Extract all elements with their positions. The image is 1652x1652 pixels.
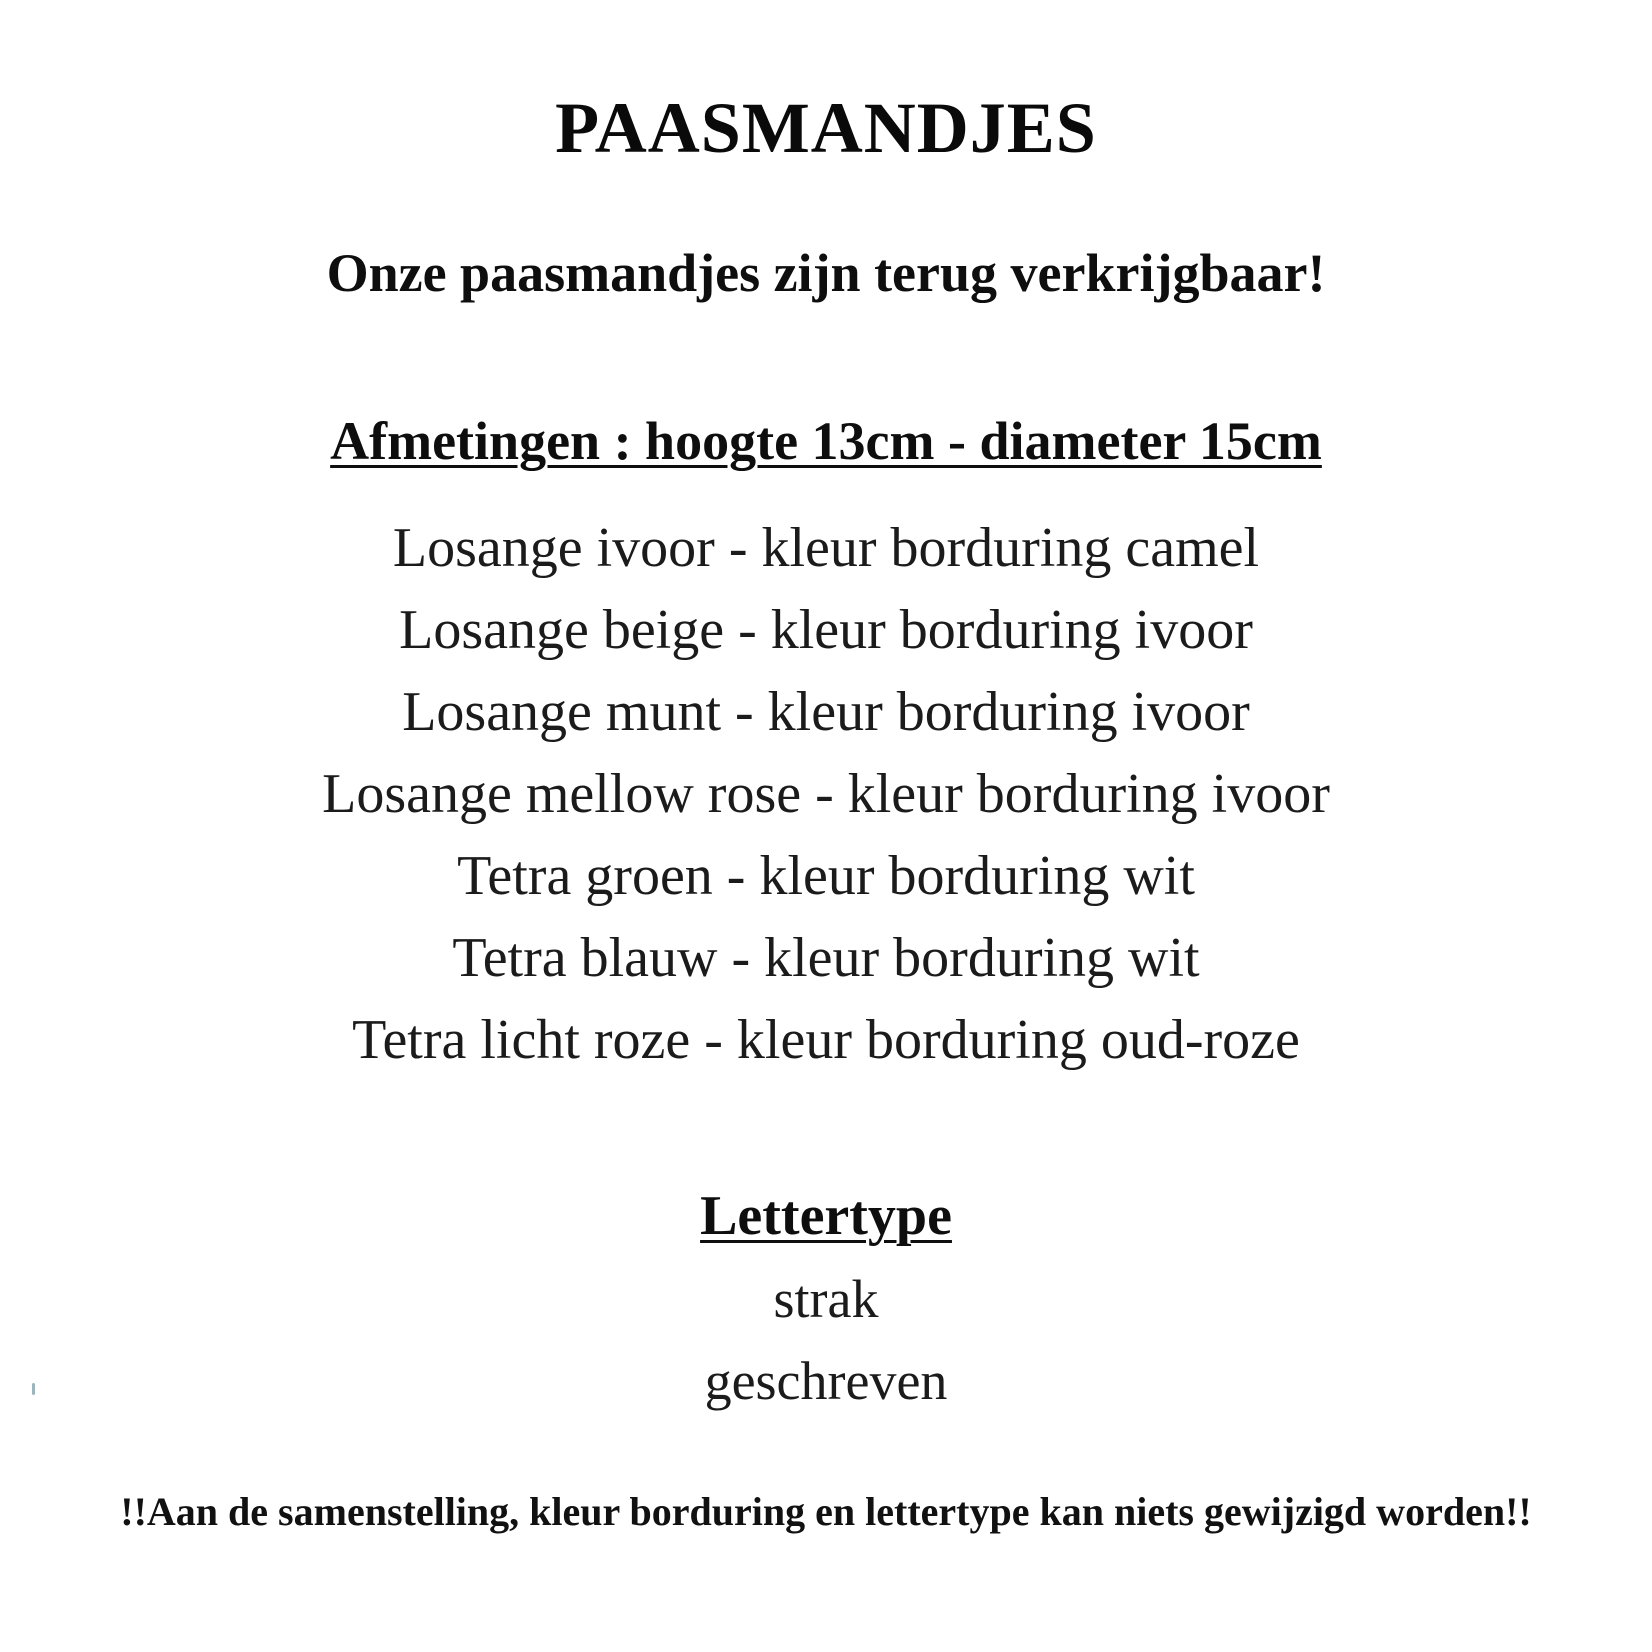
variant-item: Tetra groen - kleur borduring wit bbox=[457, 845, 1195, 907]
page-title: PAASMANDJES bbox=[555, 88, 1097, 168]
subtitle: Onze paasmandjes zijn terug verkrijgbaar! bbox=[326, 243, 1326, 303]
font-option: geschreven bbox=[704, 1351, 948, 1411]
variant-item: Tetra blauw - kleur borduring wit bbox=[452, 927, 1200, 989]
dimensions-heading: Afmetingen : hoogte 13cm - diameter 15cm bbox=[330, 411, 1322, 471]
variant-item: Losange beige - kleur borduring ivoor bbox=[399, 599, 1253, 661]
font-heading: Lettertype bbox=[700, 1185, 952, 1247]
notice-text: !!Aan de samenstelling, kleur borduring en lettertype kan niets gewijzigd worden!! bbox=[120, 1489, 1532, 1534]
stray-mark bbox=[32, 1383, 35, 1395]
variant-item: Losange munt - kleur borduring ivoor bbox=[402, 681, 1250, 743]
font-option: strak bbox=[773, 1269, 879, 1329]
variant-item: Losange mellow rose - kleur borduring ivoor bbox=[322, 763, 1330, 825]
variant-item: Tetra licht roze - kleur borduring oud-roze bbox=[352, 1009, 1300, 1071]
variant-item: Losange ivoor - kleur borduring camel bbox=[392, 517, 1260, 579]
